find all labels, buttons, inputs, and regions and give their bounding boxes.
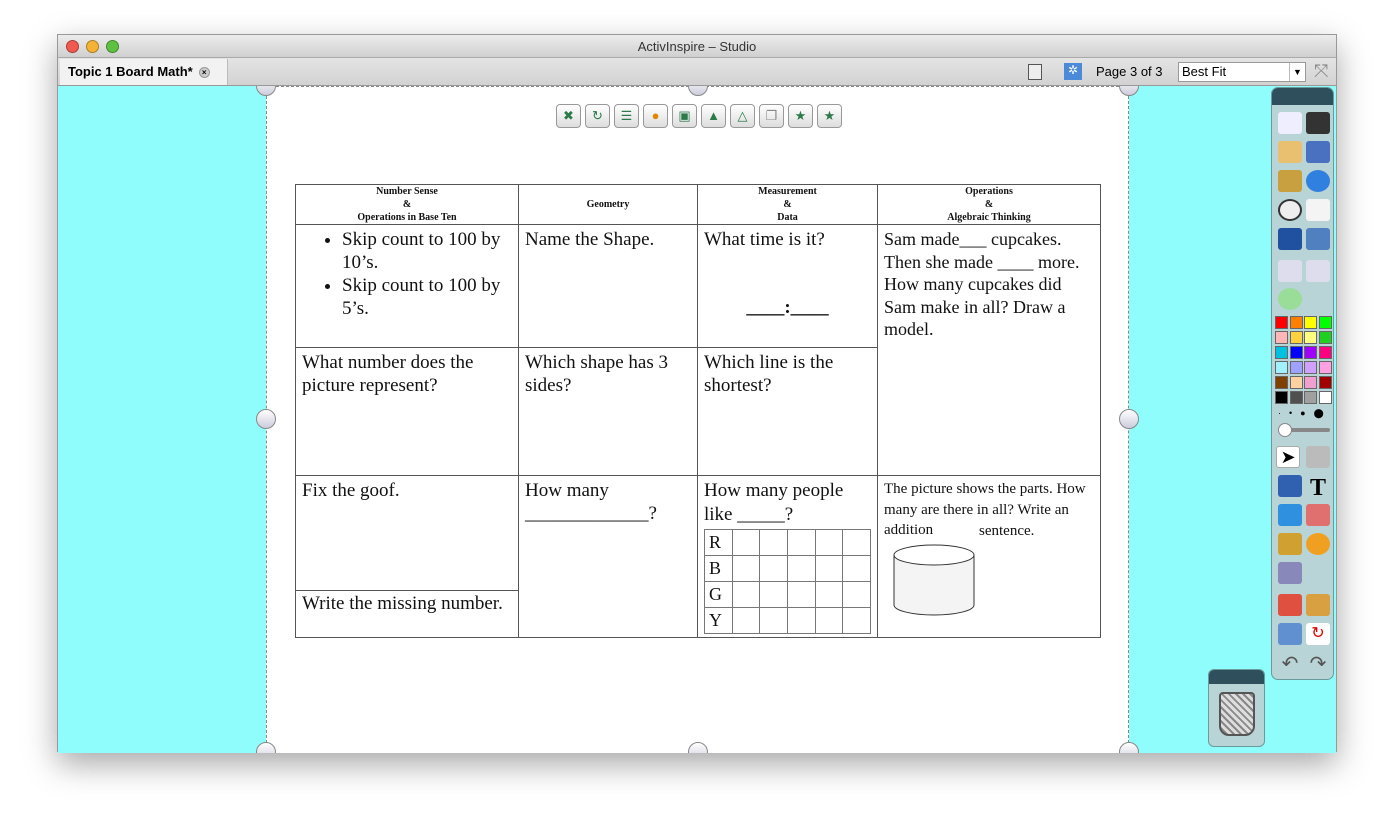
group-icon[interactable]: ▣ [672, 104, 697, 128]
cylinder-image [892, 543, 976, 617]
color-swatch[interactable] [1304, 346, 1317, 359]
color-swatch[interactable] [1319, 331, 1332, 344]
color-swatch[interactable] [1290, 331, 1303, 344]
close-tab-icon[interactable]: × [199, 67, 210, 78]
select-tool-icon[interactable]: ➤ [1276, 446, 1300, 468]
pen-width-slider[interactable] [1278, 428, 1330, 432]
color-swatch[interactable] [1290, 391, 1303, 404]
minimize-window-button[interactable] [86, 40, 99, 53]
time-blank: ____:____ [746, 297, 829, 318]
trash-icon [1219, 692, 1255, 736]
toolbox-header[interactable] [1272, 88, 1333, 105]
color-swatch[interactable] [1275, 376, 1288, 389]
contact-icon[interactable] [1306, 199, 1330, 221]
header-measurement: Measurement & Data [698, 185, 878, 225]
cell-what-time [698, 225, 878, 348]
tools-icon[interactable] [1306, 228, 1330, 250]
main-menu-icon[interactable] [1278, 112, 1302, 134]
next-page-icon[interactable] [1306, 260, 1330, 282]
pen-width-presets[interactable]: ·•●⬤ [1278, 408, 1332, 418]
cell-how-many: How many _____________? [519, 476, 698, 638]
rotate-icon[interactable]: ↻ [585, 104, 610, 128]
handwriting-icon[interactable] [1278, 228, 1302, 250]
send-back-icon[interactable]: △ [730, 104, 755, 128]
connector-icon[interactable] [1278, 562, 1302, 584]
grid-label: B [705, 556, 733, 582]
desktop-tools-icon[interactable] [1306, 446, 1330, 468]
dual-user-icon[interactable] [1306, 141, 1330, 163]
cell-people-like [698, 476, 878, 638]
cell-three-sides: Which shape has 3 sides? [519, 348, 698, 476]
fix-goof-text: Fix the goof. [296, 476, 518, 591]
parts-text: The picture shows the parts. How many are there in all? Write an addition [884, 481, 1086, 538]
trash-header [1209, 670, 1264, 684]
trash-bin[interactable] [1208, 669, 1265, 747]
color-swatch[interactable] [1304, 391, 1317, 404]
color-swatch[interactable] [1319, 346, 1332, 359]
math-board-table [295, 184, 1101, 638]
zoom-select[interactable] [1178, 62, 1306, 82]
color-swatch[interactable] [1319, 361, 1332, 374]
previous-page-icon[interactable] [1278, 260, 1302, 282]
people-like-text: How many people like _____? [704, 480, 844, 525]
undo-icon[interactable]: ↶ [1281, 653, 1299, 675]
play-icon[interactable] [1278, 288, 1302, 310]
pen-icon[interactable] [1278, 475, 1302, 497]
slider-thumb[interactable] [1278, 423, 1292, 437]
pages-icon[interactable] [1278, 594, 1302, 616]
chevron-down-icon: ▼ [1289, 63, 1305, 81]
color-swatch[interactable] [1290, 361, 1303, 374]
redo-icon[interactable]: ↷ [1309, 653, 1327, 675]
color-swatch[interactable] [1275, 331, 1288, 344]
fullscreen-icon[interactable]: ⤧ [1314, 61, 1329, 81]
main-toolbox [1271, 87, 1334, 680]
window-title: ActivInspire – Studio [637, 39, 757, 54]
color-swatch[interactable] [1319, 376, 1332, 389]
color-swatch[interactable] [1290, 316, 1303, 329]
zoom-select-value: Best Fit [1182, 64, 1227, 79]
profile-edit-icon[interactable] [1278, 141, 1302, 163]
parts-text-2: sentence. [979, 522, 1035, 539]
tab-document[interactable] [60, 59, 228, 85]
color-swatch[interactable] [1290, 346, 1303, 359]
page-browser-icon[interactable]: ✲ [1064, 63, 1082, 80]
resize-handle[interactable] [1119, 742, 1139, 753]
resource-browser-icon[interactable] [1278, 170, 1302, 192]
flipchart-page[interactable] [266, 86, 1129, 753]
color-swatch[interactable] [1275, 391, 1288, 404]
color-swatch[interactable] [1275, 346, 1288, 359]
close-window-button[interactable] [66, 40, 79, 53]
media-icon[interactable] [1306, 594, 1330, 616]
clock-icon[interactable] [1278, 199, 1302, 221]
reset-page-icon[interactable]: ↻ [1306, 623, 1330, 645]
grid-label: Y [705, 608, 733, 634]
object-edit-toolbar [556, 104, 842, 128]
color-swatch[interactable] [1275, 316, 1288, 329]
read-icon[interactable] [1306, 112, 1330, 134]
color-swatch[interactable] [1304, 361, 1317, 374]
reset-icon[interactable]: ● [643, 104, 668, 128]
page-indicator: Page 3 of 3 [1096, 64, 1163, 79]
title-bar [58, 35, 1336, 58]
bullet-item: • Skip count to 100 by 10’s. [342, 228, 512, 274]
page-notes-icon[interactable] [1028, 64, 1042, 80]
duplicate-icon[interactable]: ❐ [759, 104, 784, 128]
eraser-icon[interactable] [1306, 504, 1330, 526]
color-swatch[interactable] [1275, 361, 1288, 374]
tab-bar [58, 58, 1336, 86]
flipchart-canvas[interactable] [58, 86, 1336, 753]
cell-name-shape: Name the Shape. [519, 225, 698, 348]
web-browser-icon[interactable] [1306, 170, 1330, 192]
color-swatch[interactable] [1319, 391, 1332, 404]
tab-label: Topic 1 Board Math* [68, 64, 193, 79]
clear-icon[interactable] [1278, 623, 1302, 645]
resize-icon[interactable]: ✖ [556, 104, 581, 128]
cell-cupcakes: Sam made___ cupcakes. Then she made ____ more. How many cupcakes did Sam make in all? Draw a model. [878, 225, 1101, 476]
zoom-window-button[interactable] [106, 40, 119, 53]
header-number-sense: Number Sense & Operations in Base Ten [296, 185, 519, 225]
cell-skip-count [296, 225, 519, 348]
cell-shortest-line: Which line is the shortest? [698, 348, 878, 476]
grid-label: G [705, 582, 733, 608]
color-swatch[interactable] [1319, 316, 1332, 329]
fill-icon[interactable] [1278, 533, 1302, 555]
highlighter-icon[interactable] [1278, 504, 1302, 526]
color-swatch[interactable] [1304, 331, 1317, 344]
missing-number-text: Write the missing number. [302, 593, 503, 614]
tally-grid [704, 529, 871, 634]
app-window [57, 34, 1337, 752]
cell-fix-goof [296, 476, 519, 638]
header-geometry: Geometry [519, 185, 698, 225]
what-time-text: What time is it? [704, 229, 825, 250]
resize-handle[interactable] [256, 409, 276, 429]
shape-icon[interactable] [1306, 533, 1330, 555]
cell-picture-parts [878, 476, 1101, 638]
cell-number-picture: What number does the picture represent? [296, 348, 519, 476]
resize-handle[interactable] [1119, 409, 1139, 429]
layer-down-icon[interactable]: ★ [817, 104, 842, 128]
bullet-item: • Skip count to 100 by 5’s. [342, 274, 512, 320]
menu-icon[interactable]: ☰ [614, 104, 639, 128]
layer-up-icon[interactable]: ★ [788, 104, 813, 128]
color-swatch[interactable] [1304, 316, 1317, 329]
color-swatch[interactable] [1304, 376, 1317, 389]
grid-label: R [705, 530, 733, 556]
text-tool-icon[interactable]: T [1309, 475, 1326, 501]
color-swatch[interactable] [1290, 376, 1303, 389]
bring-front-icon[interactable]: ▲ [701, 104, 726, 128]
header-operations: Operations & Algebraic Thinking [878, 185, 1101, 225]
